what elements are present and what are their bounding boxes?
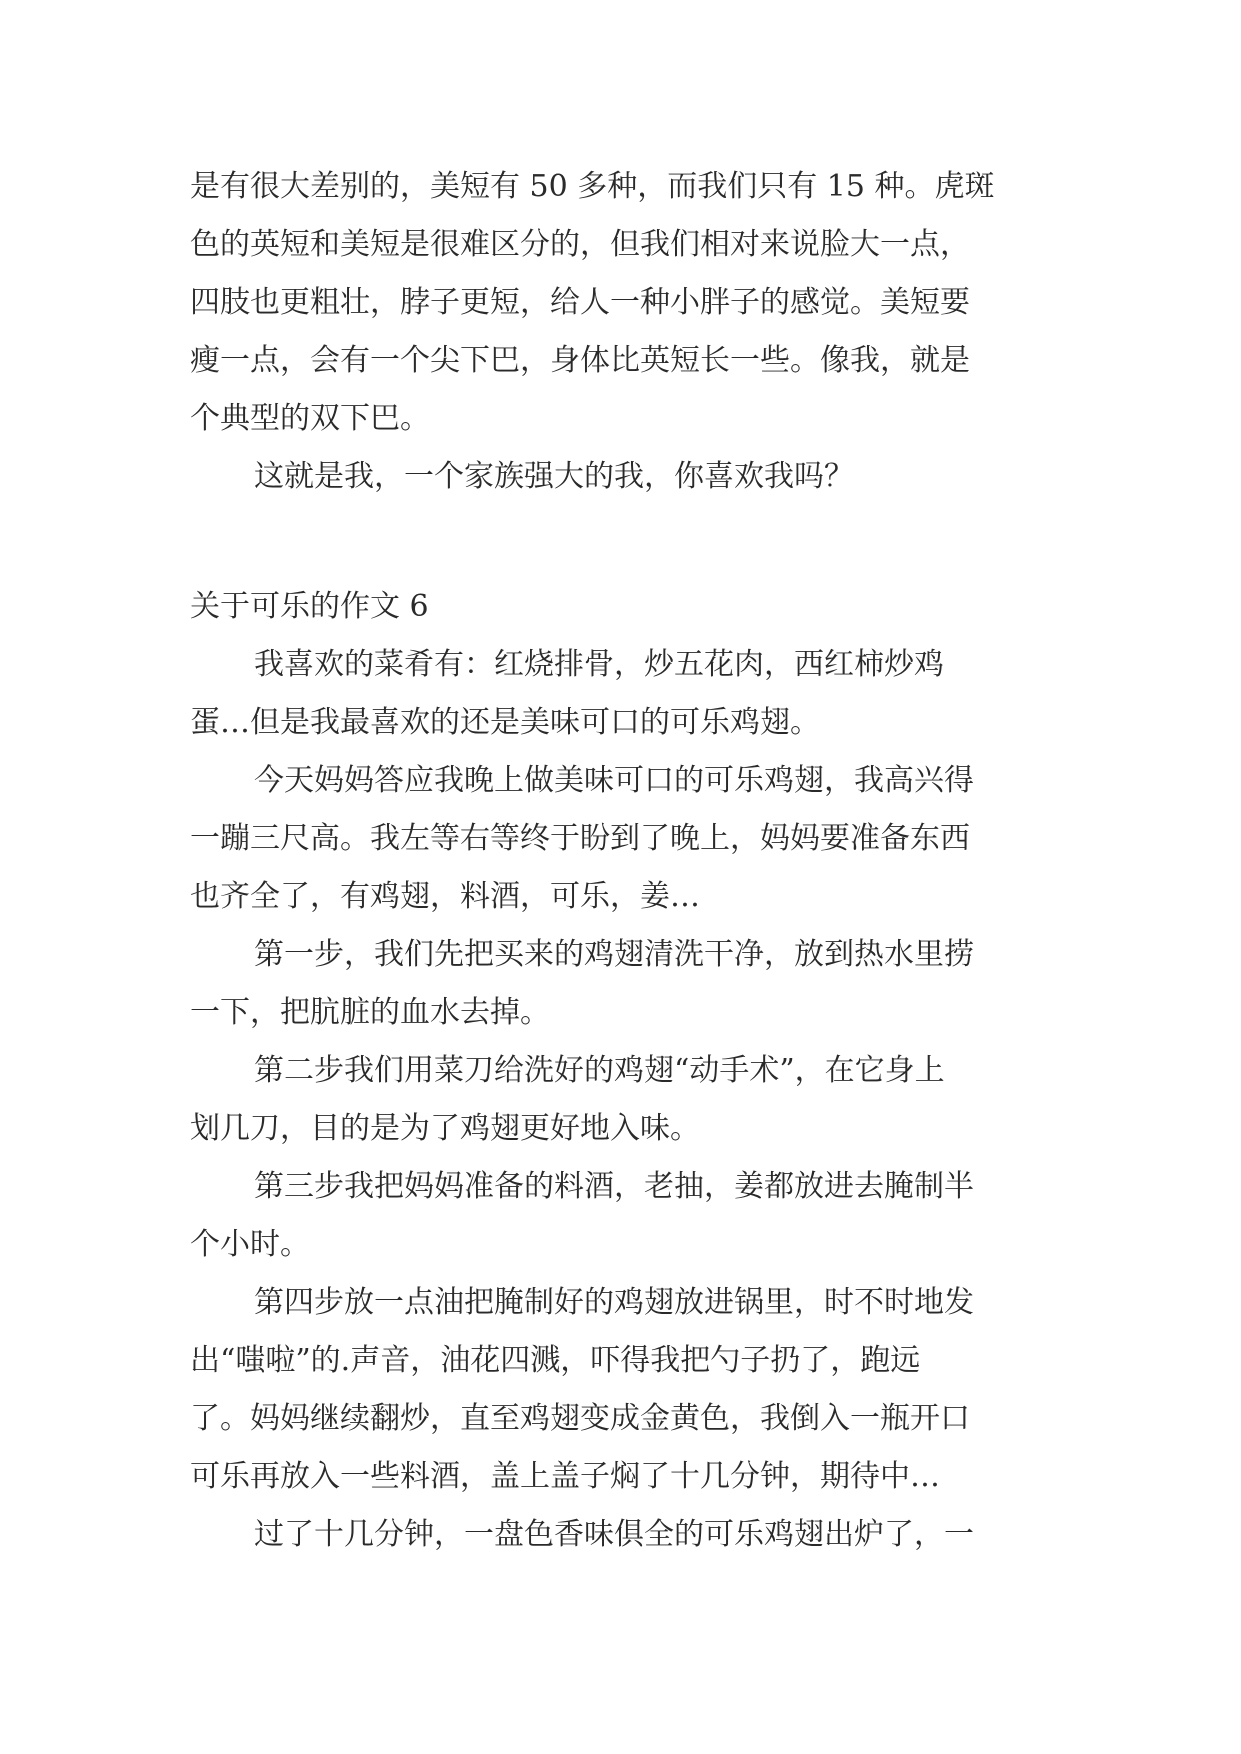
section-spacer xyxy=(190,506,1080,578)
paragraph-line: 个典型的双下巴。 xyxy=(190,401,430,436)
paragraph-line: 第二步我们用菜刀给洗好的鸡翅“动手术”，在它身上 xyxy=(254,1053,945,1088)
paragraph-line: 第一步，我们先把买来的鸡翅清洗干净，放到热水里捞 xyxy=(254,937,974,972)
paragraph-line: 了。妈妈继续翻炒，直至鸡翅变成金黄色，我倒入一瓶开口 xyxy=(190,1401,970,1436)
paragraph-line: 一蹦三尺高。我左等右等终于盼到了晚上，妈妈要准备东西 xyxy=(190,821,970,856)
paragraph-line: 出“嗤啦”的.声音，油花四溅，吓得我把勺子扔了，跑远 xyxy=(190,1343,921,1378)
paragraph-7 xyxy=(190,1506,1080,1564)
paragraph-line: 我喜欢的菜肴有：红烧排骨，炒五花肉，西红柿炒鸡 xyxy=(254,647,944,682)
closing-line: 这就是我，一个家族强大的我，你喜欢我吗？ xyxy=(254,459,854,494)
paragraph-4 xyxy=(190,1042,1080,1158)
paragraph-line: 四肢也更粗壮，脖子更短，给人一种小胖子的感觉。美短要 xyxy=(190,285,970,320)
paragraph-line: 第三步我把妈妈准备的料酒，老抽，姜都放进去腌制半 xyxy=(254,1169,974,1204)
paragraph-line: 蛋…但是我最喜欢的还是美味可口的可乐鸡翅。 xyxy=(190,705,820,740)
paragraph-1 xyxy=(190,636,1080,752)
paragraph-line: 可乐再放入一些料酒，盖上盖子焖了十几分钟，期待中… xyxy=(190,1459,940,1494)
paragraph-line: 今天妈妈答应我晚上做美味可口的可乐鸡翅，我高兴得 xyxy=(254,763,974,798)
article-body xyxy=(190,158,1080,1564)
paragraph-line: 过了十几分钟，一盘色香味俱全的可乐鸡翅出炉了，一 xyxy=(254,1517,974,1552)
paragraph-3 xyxy=(190,926,1080,1042)
closing-paragraph xyxy=(190,448,1080,506)
paragraph-line: 也齐全了，有鸡翅，料酒，可乐，姜… xyxy=(190,879,700,914)
paragraph-line: 划几刀，目的是为了鸡翅更好地入味。 xyxy=(190,1111,700,1146)
paragraph-line: 第四步放一点油把腌制好的鸡翅放进锅里，时不时地发 xyxy=(254,1285,974,1320)
paragraph-6 xyxy=(190,1274,1080,1506)
paragraph-line: 瘦一点，会有一个尖下巴，身体比英短长一些。像我，就是 xyxy=(190,343,970,378)
section-title: 关于可乐的作文 6 xyxy=(190,589,429,624)
paragraph-5 xyxy=(190,1158,1080,1274)
paragraph-line: 个小时。 xyxy=(190,1227,310,1262)
paragraph-line: 是有很大差别的，美短有 50 多种，而我们只有 15 种。虎斑 xyxy=(190,169,995,204)
intro-paragraph xyxy=(190,158,1080,448)
paragraph-line: 一下，把肮脏的血水去掉。 xyxy=(190,995,550,1030)
paragraph-2 xyxy=(190,752,1080,926)
paragraph-line: 色的英短和美短是很难区分的，但我们相对来说脸大一点， xyxy=(190,227,970,262)
